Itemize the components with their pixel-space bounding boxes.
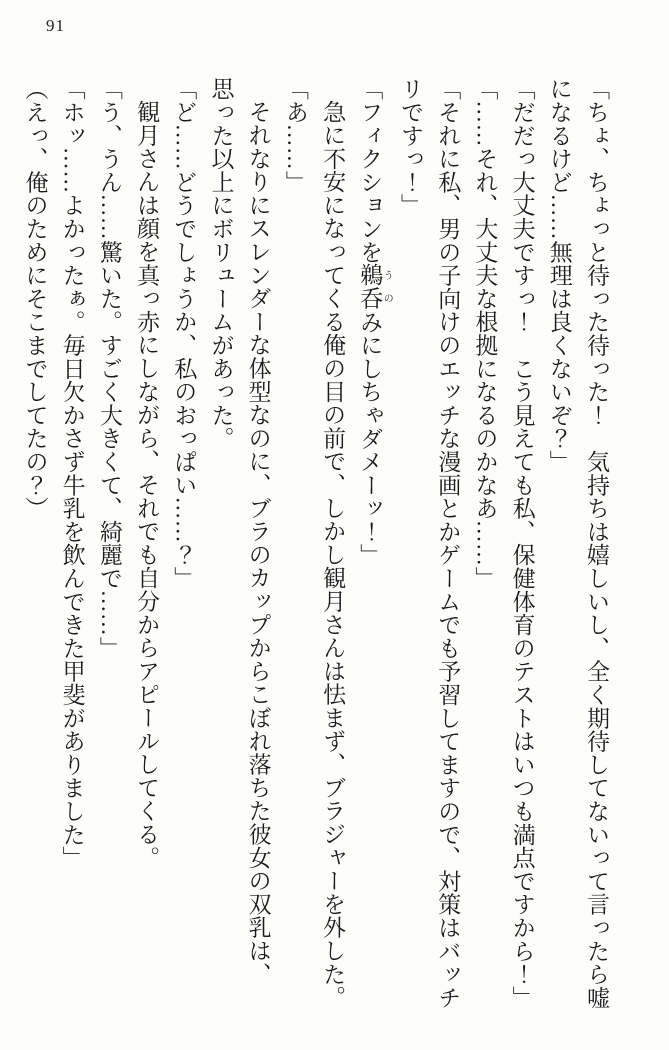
ruby-text: う [381, 263, 393, 287]
text-line: 「あ……」 [282, 77, 308, 194]
page-number: 91 [46, 16, 65, 35]
text-line: 観月さんは顔を真っ赤にしながら、それでも自分からアピールしてくる。 [134, 100, 160, 869]
text-line: （えっ、俺のためにそこまでしてたの？） [22, 77, 48, 520]
text-line: 「ホッ……よかったぁ。毎日欠かさず牛乳を飲んできた甲斐がありました」 [59, 77, 85, 870]
ruby-base: 鵜 [357, 263, 383, 287]
text-line-with-furigana [351, 77, 392, 1015]
vertical-text-block [16, 77, 615, 1015]
text-line: それなりにスレンダーな体型なのに、ブラのカップからこぼれ落ちた彼女の双乳は、 [245, 100, 271, 986]
text-line: 「だだっ大丈夫ですっ！ こう見えても私、保健体育のテストはいつも満点ですから！」 [509, 77, 535, 1009]
text-line: 思った以上にボリュームがあった。 [208, 77, 234, 450]
text-line: 「……それ、大丈夫な根拠になるのかなあ……」 [472, 77, 498, 590]
text-segment: 「フィクションを [357, 77, 383, 264]
text-line: 「それに私、男の子向けのエッチな漫画とかゲームでも予習してますので、対策はバッチ [435, 77, 461, 1009]
text-segment: みにしちゃダメーッ！」 [357, 310, 383, 567]
text-line: 「ちょ、ちょっと待った待った！ 気持ちは嬉しいし、全く期待してないって言ったら嘘 [584, 77, 609, 1009]
ruby-base: 呑 [357, 286, 383, 311]
text-line: リですっ！」 [397, 77, 423, 217]
text-line: 「う、うん……驚いた。すごく大きくて、綺麗で……」 [96, 77, 122, 660]
ruby-furigana [357, 263, 393, 311]
text-line: 「ど……どうでしょうか、私のおっぱい……？」 [171, 77, 197, 590]
text-line: 急に不安になってくる俺の目の前で、しかし観月さんは怯まず、ブラジャーを外した。 [320, 100, 346, 1009]
text-line: になるけど……無理は良くないぞ？」 [546, 77, 572, 474]
ruby-text: の [381, 286, 393, 311]
